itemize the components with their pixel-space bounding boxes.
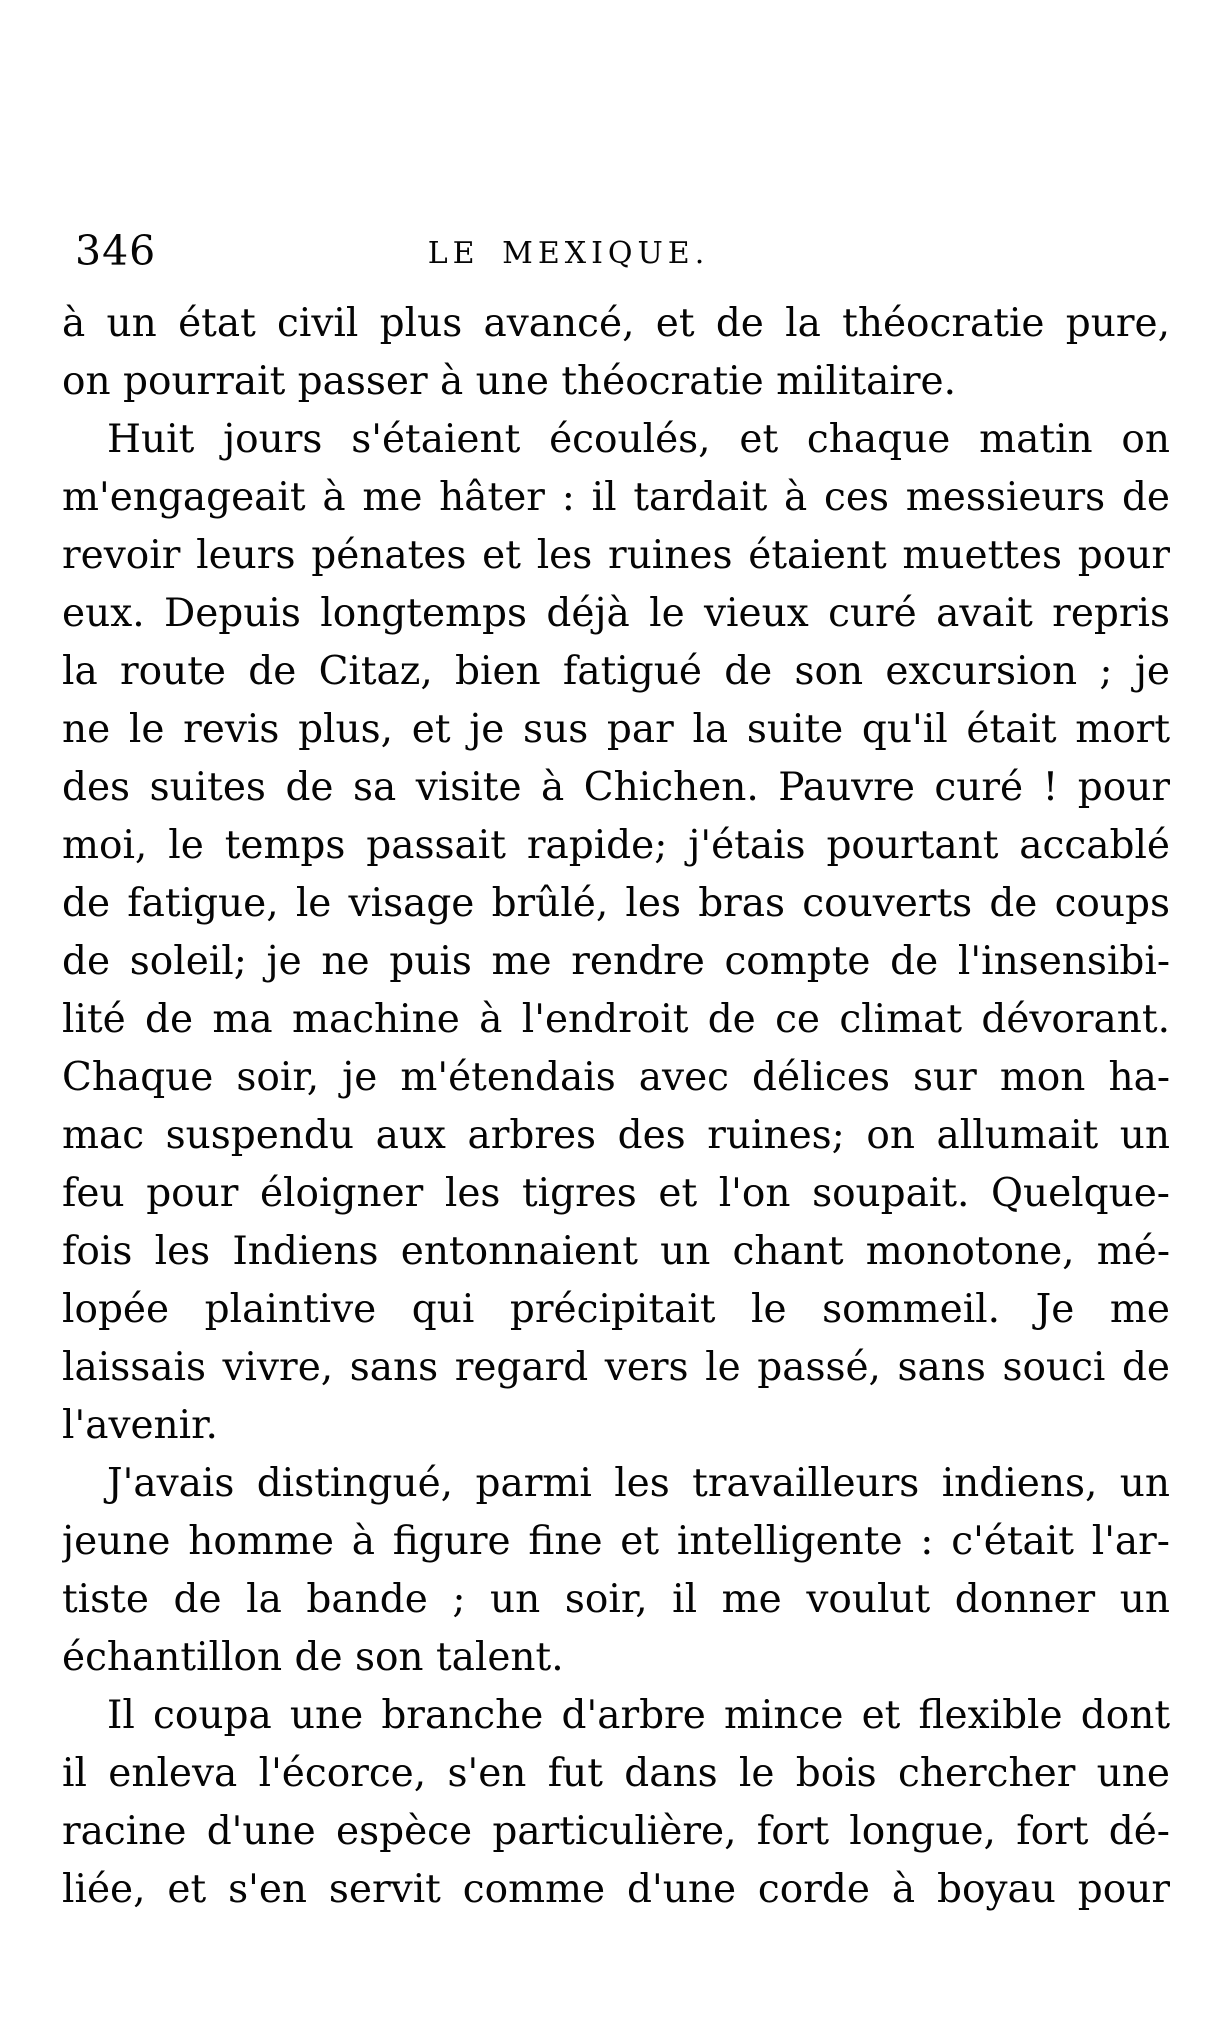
paragraph bbox=[62, 1455, 1170, 1687]
paragraph bbox=[62, 411, 1170, 1455]
text-line: il enleva l'écorce, s'en fut dans le bois chercher une bbox=[62, 1751, 1170, 1796]
text-line: Chaque soir, je m'étendais avec délices sur mon ha- bbox=[62, 1055, 1170, 1100]
text-line: liée, et s'en servit comme d'une corde à boyau pour bbox=[62, 1867, 1170, 1912]
text-line: la route de Citaz, bien fatigué de son excursion ; je bbox=[62, 649, 1170, 694]
text-line: racine d'une espèce particulière, fort longue, fort dé- bbox=[62, 1809, 1170, 1854]
text-line: lité de ma machine à l'endroit de ce climat dévorant. bbox=[62, 997, 1170, 1042]
text-line: laissais vivre, sans regard vers le passé, sans souci de bbox=[62, 1345, 1170, 1390]
running-title: LE MEXIQUE. bbox=[427, 236, 710, 271]
page-body bbox=[62, 295, 1170, 1919]
text-line: des suites de sa visite à Chichen. Pauvre curé ! pour bbox=[62, 765, 1170, 810]
text-line: jeune homme à figure fine et intelligente : c'était l'ar- bbox=[62, 1519, 1170, 1564]
text-line: échantillon de son talent. bbox=[62, 1635, 564, 1680]
paragraph bbox=[62, 295, 1170, 411]
page-number: 346 bbox=[75, 227, 157, 275]
text-line: Huit jours s'étaient écoulés, et chaque matin on bbox=[107, 417, 1170, 462]
text-line: mac suspendu aux arbres des ruines; on allumait un bbox=[62, 1113, 1170, 1158]
running-header bbox=[62, 227, 1170, 275]
text-line: revoir leurs pénates et les ruines étaient muettes pour bbox=[62, 533, 1170, 578]
text-line: fois les Indiens entonnaient un chant monotone, mé- bbox=[62, 1229, 1170, 1274]
text-line: feu pour éloigner les tigres et l'on soupait. Quelque- bbox=[62, 1171, 1170, 1216]
text-line: à un état civil plus avancé, et de la théocratie pure, bbox=[62, 301, 1170, 346]
text-line: tiste de la bande ; un soir, il me voulut donner un bbox=[62, 1577, 1170, 1622]
text-line: Il coupa une branche d'arbre mince et flexible dont bbox=[107, 1693, 1170, 1738]
text-line: l'avenir. bbox=[62, 1403, 218, 1448]
text-line: on pourrait passer à une théocratie militaire. bbox=[62, 359, 956, 404]
text-line: moi, le temps passait rapide; j'étais pourtant accablé bbox=[62, 823, 1170, 868]
text-line: de soleil; je ne puis me rendre compte de l'insensibi- bbox=[62, 939, 1170, 984]
text-line: J'avais distingué, parmi les travailleurs indiens, un bbox=[107, 1461, 1170, 1506]
text-line: m'engageait à me hâter : il tardait à ces messieurs de bbox=[62, 475, 1170, 520]
text-line: de fatigue, le visage brûlé, les bras couverts de coups bbox=[62, 881, 1170, 926]
text-line: ne le revis plus, et je sus par la suite qu'il était mort bbox=[62, 707, 1170, 752]
paragraph bbox=[62, 1687, 1170, 1919]
text-line: eux. Depuis longtemps déjà le vieux curé avait repris bbox=[62, 591, 1170, 636]
text-line: lopée plaintive qui précipitait le sommeil. Je me bbox=[62, 1287, 1170, 1332]
